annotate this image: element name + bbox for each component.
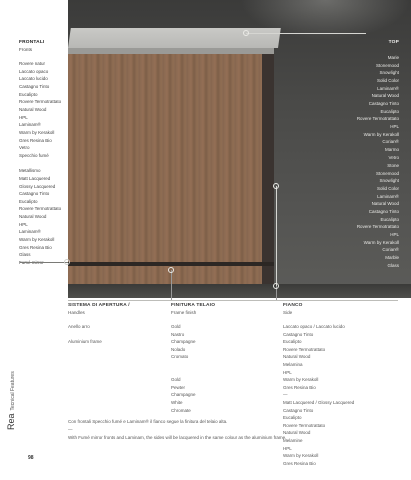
- product-subtitle: Tecnical Features: [10, 371, 16, 411]
- section-divider: [68, 300, 398, 301]
- telaio-item: [171, 361, 196, 369]
- top-item-en: Castagno Tinto: [368, 208, 399, 214]
- aperture-item: Anello arro: [68, 324, 90, 329]
- top-item-it: Natural Wood: [371, 93, 399, 99]
- aperture-list: [68, 323, 102, 346]
- counter-top: [68, 28, 281, 48]
- frontali-item: Laccato opaco: [19, 68, 49, 74]
- frontali-item: Gres Resina Bio: [19, 137, 52, 143]
- top-item-it: Rovere Termotrattato: [356, 116, 399, 122]
- top-item-it: Laminam®: [377, 85, 399, 91]
- frontali-item: Rovere natur: [19, 61, 46, 66]
- top-item-en: Stonemood: [375, 170, 399, 176]
- frontali-item: Matt Lacquered: [19, 175, 51, 181]
- fianco-item: Natural Wood: [283, 354, 311, 360]
- fianco-item: Gres Resina Bio: [283, 384, 316, 390]
- telaio-item: Nastro: [171, 331, 185, 337]
- side-callout-line: [276, 186, 277, 286]
- frontali-item: Gres Resina Bio: [19, 244, 52, 250]
- fianco-item: Warm by Kerakoll: [283, 453, 319, 459]
- top-item-it: Castagno Tinto: [368, 100, 399, 106]
- frontali-item: Castagno Tinto: [19, 191, 50, 197]
- top-item-it: Solid Color: [376, 77, 399, 83]
- telaio-list: [171, 323, 196, 414]
- telaio-item: Gold: [171, 377, 181, 383]
- frontali-item: Warm by Kerakoll: [19, 237, 55, 243]
- top-item-en: Marble: [385, 254, 399, 260]
- fianco-item: Warm by Kerakoll: [283, 377, 319, 383]
- side-callout-dot: [273, 183, 279, 189]
- fianco-item: Castagno Tinto: [283, 331, 314, 337]
- frontali-callout-dot: [64, 259, 70, 265]
- top-item-it: Snowlight: [379, 70, 399, 76]
- frame-callout-dot: [168, 267, 174, 273]
- telaio-item: Pewter: [171, 384, 186, 390]
- top-item-en: Eucalipto: [380, 216, 399, 222]
- frontali-item: Eucalipto: [19, 91, 38, 97]
- frontali-item: Glossy Lacquered: [19, 183, 56, 189]
- frontali-item: Rovere Termotrattato: [19, 99, 62, 105]
- frontali-item: Specchio fumé: [19, 152, 49, 158]
- fianco-item: Castagno Tinto: [283, 407, 314, 413]
- telaio-title: FINITURA TELAIO: [171, 303, 216, 308]
- fianco-subtitle: Side: [283, 310, 293, 315]
- aperture-item: Aluminium frame: [68, 339, 102, 345]
- top-item-en: Laminam®: [377, 193, 399, 199]
- floor-shadow: [68, 284, 411, 298]
- frontali-item: HPL: [19, 221, 28, 227]
- telaio-item: Nolado: [171, 346, 186, 352]
- top-item-en: Glass: [387, 262, 399, 268]
- frontali-item: Eucalipto: [19, 198, 38, 204]
- aperture-subtitle: Handles: [68, 310, 85, 315]
- frontali-item: Laminam®: [19, 122, 41, 128]
- note-dash: —: [68, 427, 73, 432]
- fianco-item: HPL: [283, 445, 292, 451]
- frontali-item: Laccato lucido: [19, 76, 48, 82]
- telaio-item: Champagne: [171, 339, 196, 345]
- top-item-it: Stonemood: [375, 62, 399, 68]
- fianco-item: Melamine: [283, 437, 303, 443]
- fianco-item: Rovere Termotrattato: [283, 346, 326, 352]
- vertical-product-title: [6, 371, 16, 430]
- frontali-callout-line: [20, 262, 68, 263]
- frontali-item: HPL: [19, 114, 28, 120]
- frontali-subtitle: Fronts: [19, 47, 33, 52]
- fianco-callout-dot: [273, 283, 279, 289]
- top-item-it: Corian®: [382, 139, 399, 145]
- fianco-item: Eucalipto: [283, 339, 302, 345]
- cabinet-frame-gap: [68, 262, 274, 266]
- top-list-it: [357, 54, 399, 161]
- top-item-en: HPL: [390, 231, 399, 237]
- fianco-item: Laccato opaco / Laccato lucido: [283, 324, 345, 329]
- top-item-it: Eucalipto: [380, 108, 399, 114]
- product-name: Rea: [6, 413, 16, 430]
- frontali-item: Vetro: [19, 145, 30, 151]
- fianco-item: —: [283, 392, 288, 398]
- top-item-it: Marie: [387, 55, 399, 60]
- top-item-en: Solid Color: [376, 185, 399, 191]
- aperture-title: SISTEMA DI APERTURA /: [68, 303, 130, 308]
- note-english: With Fumé mirror fronts and Laminam, the sides will be lacquered in the same colour as the aluminium frame.: [68, 435, 287, 440]
- fianco-item: Gres Resina Bio: [283, 460, 316, 466]
- fianco-item: HPL: [283, 369, 292, 375]
- aperture-item: [68, 331, 102, 339]
- frontali-list: [19, 60, 61, 267]
- top-item-en: Corian®: [382, 247, 399, 253]
- telaio-subtitle: Frame finish: [171, 310, 197, 315]
- page-number: 98: [28, 455, 34, 461]
- frontali-item: Natural Wood: [19, 214, 47, 220]
- top-item-en: Warm by Kerakoll: [363, 239, 399, 245]
- top-item-it: HPL: [390, 123, 399, 129]
- frontali-item: [19, 160, 61, 168]
- fianco-item: Eucalipto: [283, 415, 302, 421]
- telaio-item: White: [171, 399, 183, 405]
- telaio-item: [171, 369, 196, 377]
- frontali-item: Metallismo: [19, 168, 41, 174]
- top-callout-line: [246, 33, 366, 34]
- frontali-item: Glass: [19, 252, 31, 258]
- top-item-it: Vetro: [388, 154, 399, 160]
- fianco-list: [283, 323, 354, 467]
- cabinet-side-panel: [262, 54, 274, 286]
- top-item-en: Rovere Termotrattato: [356, 224, 399, 230]
- top-item-en: Natural Wood: [371, 201, 399, 207]
- top-item-it: Warm by Kerakoll: [363, 131, 399, 137]
- frontali-item: Rovere Termotrattato: [19, 206, 62, 212]
- note-italian: Con frontali Specchio fumé e Laminam® il fianco segue la finitura del telaio alta.: [68, 419, 228, 424]
- telaio-item: Champagne: [171, 392, 196, 398]
- telaio-item: Gold: [171, 324, 181, 329]
- top-item-en: Snowlight: [379, 178, 399, 184]
- frontali-item: Castagno Tinto: [19, 83, 50, 89]
- frontali-item: Laminam®: [19, 229, 41, 235]
- fianco-item: Melamina: [283, 361, 303, 367]
- fianco-item: Rovere Termotrattato: [283, 422, 326, 428]
- frontali-title: FRONTALI: [19, 40, 45, 45]
- fianco-title: FIANCO: [283, 303, 303, 308]
- top-callout-dot: [243, 30, 249, 36]
- fianco-item: Natural Wood: [283, 430, 311, 436]
- telaio-item: Cromato: [171, 354, 189, 360]
- top-title: TOP: [388, 40, 399, 45]
- fianco-item: Matt Lacquered / Glossy Lacquered: [283, 399, 355, 405]
- frame-callout-line: [171, 270, 172, 300]
- telaio-item: Chromate: [171, 407, 191, 413]
- wood-cabinet: [68, 54, 274, 286]
- top-list-en: [357, 162, 399, 269]
- frontali-item: Natural Wood: [19, 106, 47, 112]
- top-item-en: Stone: [387, 163, 399, 168]
- frontali-item: Warm by Kerakoll: [19, 129, 55, 135]
- top-item-it: Marmo: [384, 146, 399, 152]
